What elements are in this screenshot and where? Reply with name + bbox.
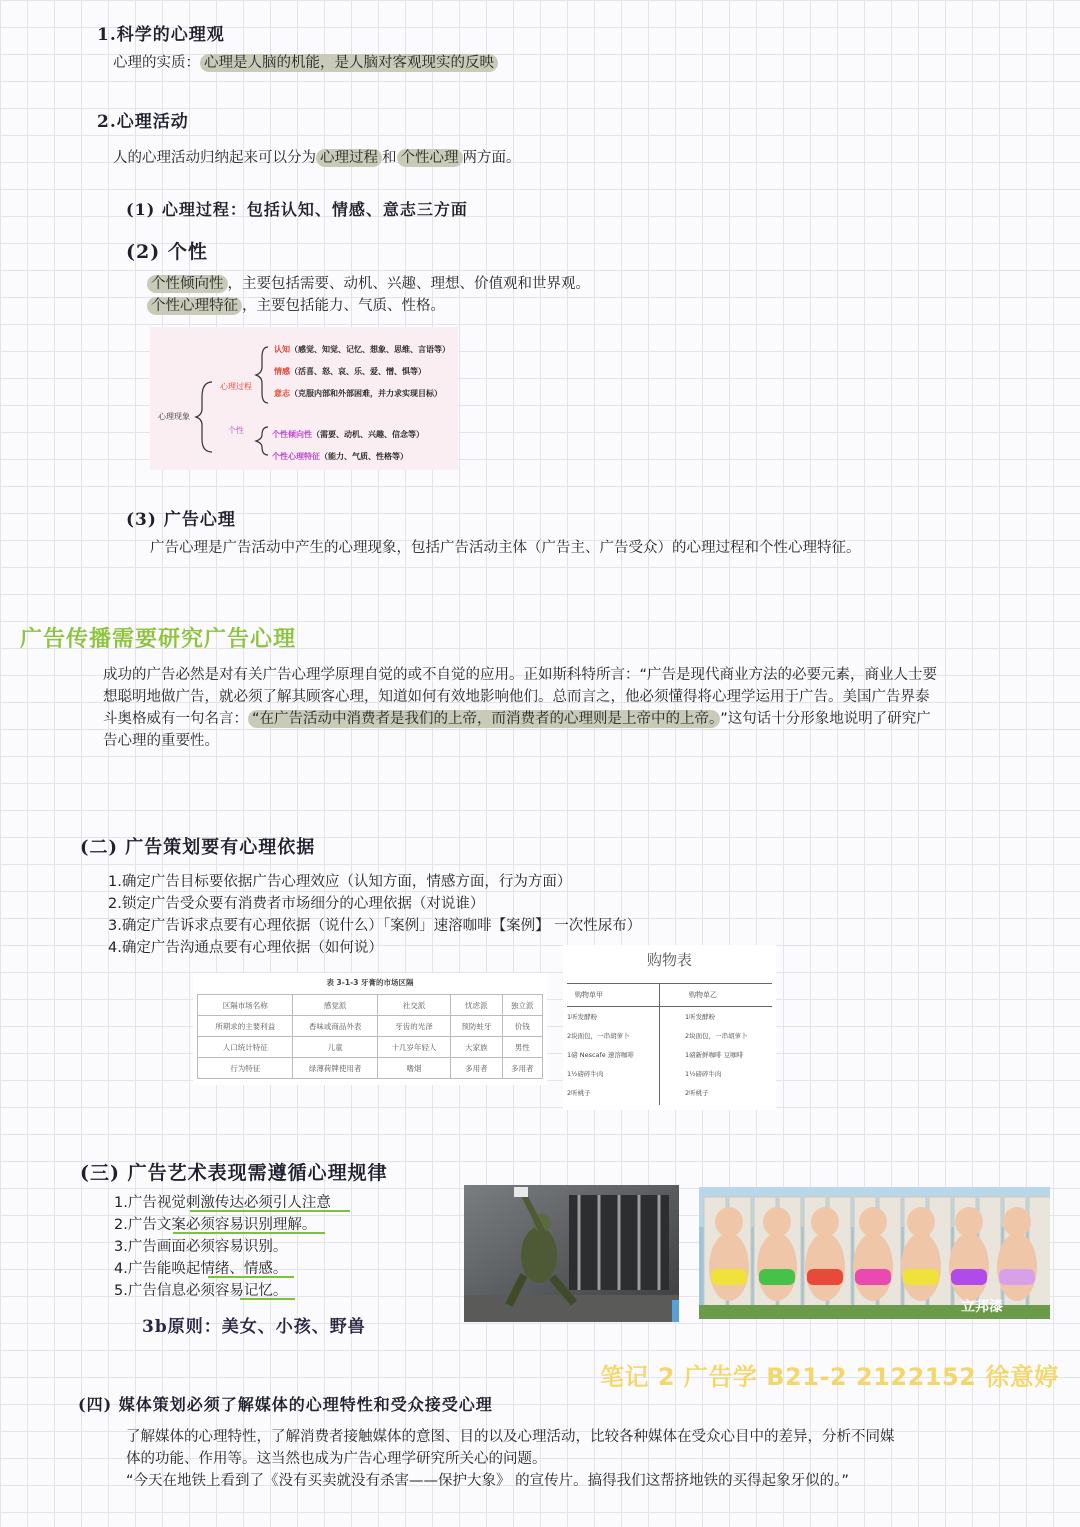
- watermark-text: 立邦漆: [961, 1299, 1003, 1315]
- soldier-ad-photo: [464, 1185, 679, 1322]
- table-cell: 多用者: [502, 1058, 542, 1079]
- highlight-personality: 个性心理: [397, 149, 463, 167]
- personality-trait-line: [147, 295, 445, 317]
- table-cell: 感觉派: [293, 995, 377, 1016]
- table-cell: 预防蛀牙: [451, 1016, 502, 1037]
- para-line: 体的功能、作用等。这当然也成为广告心理学研究所关心的问题。: [126, 1451, 547, 1467]
- diagram-will: [274, 388, 442, 399]
- table-cell: 香味或商品外表: [293, 1016, 377, 1037]
- list-a: [567, 1008, 634, 1103]
- divider: [659, 983, 660, 1105]
- para-line: “今天在地铁上看到了《没有买卖就没有杀害——保护大象》 的宣传片。搞得我们这帮挤地铁的买得起象牙似的。”: [126, 1473, 849, 1489]
- soldier-ad-illustration: [464, 1185, 679, 1322]
- diagram-cognition: [274, 344, 450, 355]
- table-cell: 大家族: [451, 1037, 502, 1058]
- table-cell: 行为特征: [198, 1058, 293, 1079]
- table-cell: 社交派: [377, 995, 450, 1016]
- highlight-process: 心理过程: [316, 149, 382, 167]
- market-segment-table-image: [193, 973, 547, 1085]
- desc: （活喜、怒、哀、乐、爱、憎、惧等）: [290, 367, 426, 376]
- list-item: 2块面包，一串胡萝卜: [567, 1032, 630, 1040]
- underline: [173, 1232, 325, 1234]
- psychology-phenomenon-diagram: [150, 327, 458, 470]
- list-item: 4.确定广告沟通点要有心理依据（如何说）: [108, 940, 383, 956]
- diagram-emotion: [274, 366, 426, 377]
- desc: （能力、气质、性格等）: [320, 452, 408, 461]
- table-cell: 忧虑派: [451, 995, 502, 1016]
- text-part: ，主要包括能力、气质、性格。: [242, 298, 445, 314]
- essence-highlight: 心理是人脑的机能，是人脑对客观现实的反映: [200, 54, 498, 72]
- author-signature: 笔记 2 广告学 B21-2 2122152 徐意婷: [600, 1363, 1059, 1391]
- highlight-trait: 个性心理特征: [147, 297, 242, 315]
- table-row: [198, 1058, 543, 1079]
- table-cell: 男性: [502, 1037, 542, 1058]
- para-line: 想聪明地做广告，就必须了解其顾客心理，知道如何有效地影响他们。总而言之，他必须懂得将心理学运用于广告。美国广告界泰: [103, 689, 930, 705]
- table-row: [198, 1016, 543, 1037]
- list-item: 2块面包，一串胡萝卜: [685, 1032, 748, 1040]
- para-line: 成功的广告必然是对有关广告心理学原理自觉的或不自觉的应用。正如斯科特所言：“广告是现代商业方法的必要元素，商业人士要: [103, 667, 938, 683]
- desc: （需要、动机、兴趣、信念等）: [312, 430, 424, 439]
- col-b-header: 购物单乙: [689, 991, 717, 999]
- list-item: 1.确定广告目标要依据广告心理效应（认知方面，情感方面，行为方面）: [108, 874, 572, 890]
- desc: （克服内部和外部困难，并力求实现目标）: [290, 389, 442, 398]
- diagram-tendency: [272, 429, 424, 440]
- list-item-coffee: 1磅新鲜咖啡 豆咖啡: [685, 1051, 744, 1059]
- babies-ad-photo: [699, 1187, 1050, 1319]
- text-part: ”这句话十分形象地说明了研究广: [720, 711, 931, 727]
- underline: [208, 1276, 294, 1278]
- shopping-title: 购物表: [646, 951, 692, 969]
- babies-ad-illustration: [699, 1187, 1050, 1319]
- label: 个性心理特征: [272, 452, 320, 461]
- subtitle-personality: (2) 个性: [126, 241, 208, 263]
- list-item: 5.广告信息必须容易记忆。: [114, 1283, 288, 1299]
- mental-activity-line: [113, 147, 521, 169]
- section-title-art-expression: (三) 广告艺术表现需遵循心理规律: [80, 1162, 388, 1184]
- list-item: 2.广告文案必须容易识别理解。: [114, 1217, 317, 1233]
- list-item: 1磅 Nescafe 速溶咖啡: [567, 1051, 634, 1059]
- text-part: ，主要包括需要、动机、兴趣、理想、价值观和世界观。: [227, 276, 590, 292]
- table-cell: 人口统计特征: [198, 1037, 293, 1058]
- text-part: 和: [382, 150, 397, 166]
- ad-psychology-definition: 广告心理是广告活动中产生的心理现象，包括广告活动主体（广告主、广告受众）的心理过程和个性心理特征。: [150, 540, 861, 556]
- underline: [240, 1298, 295, 1300]
- diagram-branch-process: 心理过程: [220, 382, 252, 391]
- subtitle-mental-process: (1) 心理过程：包括认知、情感、意志三方面: [126, 200, 468, 219]
- section-title-media-planning: (四) 媒体策划必须了解媒体的心理特性和受众接受心理: [78, 1395, 493, 1414]
- diagram-root: 心理现象: [158, 412, 190, 421]
- divider: [567, 983, 772, 984]
- market-table: [197, 994, 543, 1079]
- table-cell: 绿薄荷牌使用者: [293, 1058, 377, 1079]
- table-row: [198, 995, 543, 1016]
- list-item: 2听桃子: [685, 1089, 709, 1097]
- table-cell: 区隔市场名称: [198, 995, 293, 1016]
- para-line: 了解媒体的心理特性，了解消费者接触媒体的意图、目的以及心理活动，比较各种媒体在受众心目中的差异，分析不同媒: [126, 1429, 895, 1445]
- list-item: 2.锁定广告受众要有消费者市场细分的心理依据（对说谁）: [108, 896, 485, 912]
- essence-prefix: 心理的实质：: [113, 55, 200, 71]
- research-paragraph: [103, 664, 1023, 752]
- table-cell: 独立派: [502, 995, 542, 1016]
- table-cell: 牙齿的光泽: [377, 1016, 450, 1037]
- text-part: 人的心理活动归纳起来可以分为: [113, 150, 316, 166]
- label: 情感: [274, 367, 290, 376]
- art-expression-list: [114, 1192, 331, 1302]
- divider: [567, 1006, 772, 1007]
- shopping-list-image: [563, 945, 776, 1110]
- diagram-branch-personality: 个性: [228, 426, 244, 435]
- planning-list: [108, 871, 641, 959]
- col-a-header: 购物单甲: [575, 991, 603, 999]
- para-line: 告心理的重要性。: [103, 733, 219, 749]
- ogilvy-quote-highlight: “在广告活动中消费者是我们的上帝，而消费者的心理则是上帝中的上帝。: [248, 710, 720, 728]
- para-line: [103, 708, 1023, 730]
- label: 个性倾向性: [272, 430, 312, 439]
- label: 认知: [274, 345, 290, 354]
- list-item: 1½磅碎牛肉: [567, 1070, 604, 1078]
- list-item: 3.广告画面必须容易识别。: [114, 1239, 288, 1255]
- list-b: [685, 1008, 748, 1103]
- text-part: 两方面。: [462, 150, 521, 166]
- highlight-tendency: 个性倾向性: [147, 275, 228, 293]
- section-title-mental-activity: 2.心理活动: [97, 112, 189, 132]
- section-title-need-research: 广告传播需要研究广告心理: [20, 626, 297, 652]
- list-item: 1½磅碎牛肉: [685, 1070, 722, 1078]
- table-cell: 价钱: [502, 1016, 542, 1037]
- list-item: 1听发酵粉: [567, 1013, 598, 1021]
- text-part: 斗奥格威有一句名言：: [103, 711, 248, 727]
- media-paragraph: [126, 1426, 1026, 1492]
- list-item: 2听桃子: [567, 1089, 591, 1097]
- table-cell: 十几岁年轻人: [377, 1037, 450, 1058]
- diagram-trait: [272, 451, 408, 462]
- subtitle-ad-psychology: (3) 广告心理: [126, 510, 236, 530]
- list-item: 1听发酵粉: [685, 1013, 716, 1021]
- table-cell: 儿童: [293, 1037, 377, 1058]
- underline: [190, 1210, 350, 1212]
- table-cell: 多用者: [451, 1058, 502, 1079]
- table-row: [198, 1037, 543, 1058]
- list-item: 3.确定广告诉求点要有心理依据（说什么）「案例」速溶咖啡【案例】 一次性尿布）: [108, 918, 642, 934]
- desc: （感觉、知觉、记忆、想象、思维、言语等）: [290, 345, 450, 354]
- list-item: 1.广告视觉刺激传达必须引人注意: [114, 1195, 331, 1211]
- label: 意志: [274, 389, 290, 398]
- psychology-essence-line: [113, 52, 498, 74]
- section-title-scientific-view: 1.科学的心理观: [97, 25, 225, 45]
- list-item: 4.广告能唤起情绪、情感。: [114, 1261, 288, 1277]
- section-title-planning-basis: (二) 广告策划要有心理依据: [80, 837, 316, 858]
- table-caption: 表 3-1-3 牙膏的市场区隔: [326, 978, 414, 987]
- personality-tendency-line: [147, 273, 590, 295]
- table-cell: 所期求的主要利益: [198, 1016, 293, 1037]
- table-cell: 嗜烟: [377, 1058, 450, 1079]
- three-b-principle-note: 3b原则：美女、小孩、野兽: [142, 1317, 366, 1337]
